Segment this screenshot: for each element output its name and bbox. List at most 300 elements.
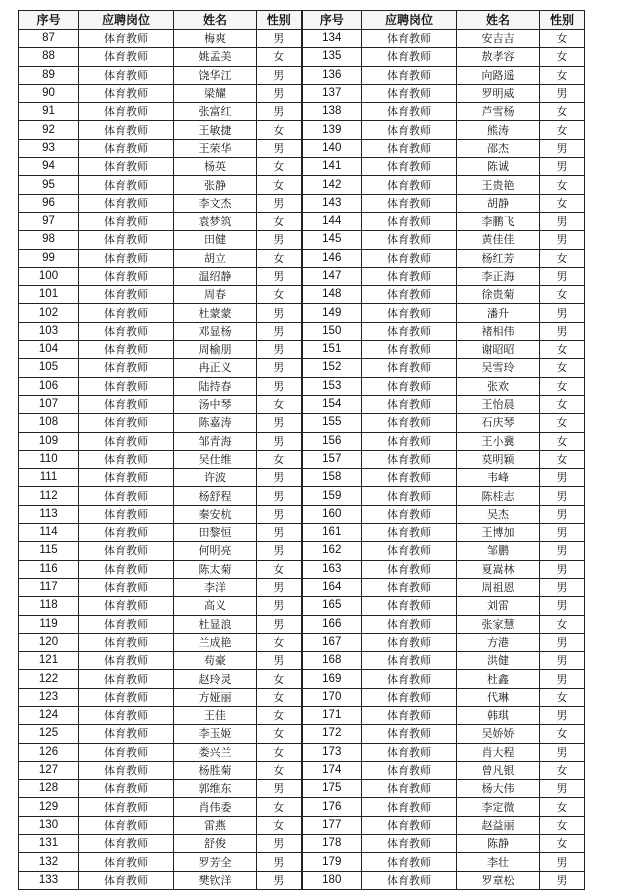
serial-cell: 152 — [302, 359, 362, 377]
gender-cell: 男 — [540, 505, 585, 523]
position-cell: 体育教师 — [79, 578, 174, 596]
position-cell: 体育教师 — [362, 688, 457, 706]
position-cell: 体育教师 — [362, 652, 457, 670]
serial-cell: 98 — [19, 231, 79, 249]
name-cell: 许波 — [174, 469, 257, 487]
position-cell: 体育教师 — [79, 48, 174, 66]
name-cell: 赵益丽 — [457, 816, 540, 834]
position-cell: 体育教师 — [362, 231, 457, 249]
gender-cell: 女 — [257, 286, 302, 304]
header-name-right: 姓名 — [457, 11, 540, 30]
name-cell: 田黎恒 — [174, 524, 257, 542]
serial-cell: 173 — [302, 743, 362, 761]
serial-cell: 109 — [19, 432, 79, 450]
table-row — [19, 487, 585, 505]
gender-cell: 女 — [540, 377, 585, 395]
name-cell: 代琳 — [457, 688, 540, 706]
position-cell: 体育教师 — [362, 121, 457, 139]
gender-cell: 女 — [540, 835, 585, 853]
gender-cell: 男 — [257, 835, 302, 853]
table-row — [19, 450, 585, 468]
position-cell: 体育教师 — [79, 121, 174, 139]
table-row — [19, 780, 585, 798]
table-header-row — [19, 11, 585, 30]
gender-cell: 男 — [257, 414, 302, 432]
candidate-table — [18, 10, 585, 890]
name-cell: 向路遥 — [457, 66, 540, 84]
gender-cell: 男 — [257, 469, 302, 487]
position-cell: 体育教师 — [362, 487, 457, 505]
position-cell: 体育教师 — [362, 341, 457, 359]
position-cell: 体育教师 — [79, 652, 174, 670]
gender-cell: 男 — [540, 578, 585, 596]
serial-cell: 151 — [302, 341, 362, 359]
name-cell: 高义 — [174, 597, 257, 615]
gender-cell: 男 — [540, 780, 585, 798]
position-cell: 体育教师 — [362, 633, 457, 651]
name-cell: 梁耀 — [174, 84, 257, 102]
serial-cell: 113 — [19, 505, 79, 523]
position-cell: 体育教师 — [79, 139, 174, 157]
candidate-list-sheet — [18, 10, 584, 887]
position-cell: 体育教师 — [79, 84, 174, 102]
position-cell: 体育教师 — [362, 835, 457, 853]
gender-cell: 男 — [540, 487, 585, 505]
gender-cell: 男 — [257, 341, 302, 359]
name-cell: 肖伟委 — [174, 798, 257, 816]
gender-cell: 男 — [257, 505, 302, 523]
position-cell: 体育教师 — [362, 524, 457, 542]
table-row — [19, 322, 585, 340]
position-cell: 体育教师 — [362, 249, 457, 267]
serial-cell: 142 — [302, 176, 362, 194]
serial-cell: 159 — [302, 487, 362, 505]
name-cell: 姚孟美 — [174, 48, 257, 66]
serial-cell: 114 — [19, 524, 79, 542]
position-cell: 体育教师 — [362, 84, 457, 102]
gender-cell: 女 — [257, 450, 302, 468]
name-cell: 王敏捷 — [174, 121, 257, 139]
position-cell: 体育教师 — [362, 377, 457, 395]
name-cell: 雷燕 — [174, 816, 257, 834]
name-cell: 王佳 — [174, 706, 257, 724]
position-cell: 体育教师 — [362, 66, 457, 84]
position-cell: 体育教师 — [362, 560, 457, 578]
serial-cell: 112 — [19, 487, 79, 505]
position-cell: 体育教师 — [362, 743, 457, 761]
name-cell: 杜蒙蒙 — [174, 304, 257, 322]
position-cell: 体育教师 — [362, 267, 457, 285]
gender-cell: 女 — [540, 286, 585, 304]
name-cell: 张家慧 — [457, 615, 540, 633]
position-cell: 体育教师 — [79, 633, 174, 651]
position-cell: 体育教师 — [362, 432, 457, 450]
gender-cell: 女 — [540, 103, 585, 121]
gender-cell: 男 — [257, 871, 302, 889]
name-cell: 李正海 — [457, 267, 540, 285]
position-cell: 体育教师 — [79, 341, 174, 359]
header-position-right: 应聘岗位 — [362, 11, 457, 30]
position-cell: 体育教师 — [362, 798, 457, 816]
gender-cell: 女 — [257, 633, 302, 651]
position-cell: 体育教师 — [362, 176, 457, 194]
position-cell: 体育教师 — [79, 249, 174, 267]
name-cell: 苟豪 — [174, 652, 257, 670]
position-cell: 体育教师 — [362, 414, 457, 432]
serial-cell: 108 — [19, 414, 79, 432]
table-row — [19, 578, 585, 596]
serial-cell: 117 — [19, 578, 79, 596]
gender-cell: 男 — [540, 706, 585, 724]
gender-cell: 女 — [540, 798, 585, 816]
table-row — [19, 304, 585, 322]
gender-cell: 女 — [257, 688, 302, 706]
position-cell: 体育教师 — [79, 322, 174, 340]
name-cell: 汤中琴 — [174, 395, 257, 413]
name-cell: 舒俊 — [174, 835, 257, 853]
gender-cell: 男 — [540, 304, 585, 322]
table-row — [19, 542, 585, 560]
name-cell: 刘雷 — [457, 597, 540, 615]
serial-cell: 87 — [19, 30, 79, 48]
serial-cell: 107 — [19, 395, 79, 413]
name-cell: 徐贵菊 — [457, 286, 540, 304]
serial-cell: 136 — [302, 66, 362, 84]
gender-cell: 男 — [257, 853, 302, 871]
name-cell: 罗芳全 — [174, 853, 257, 871]
gender-cell: 男 — [257, 84, 302, 102]
name-cell: 李玉姬 — [174, 725, 257, 743]
position-cell: 体育教师 — [79, 176, 174, 194]
table-row — [19, 615, 585, 633]
name-cell: 李鹏飞 — [457, 212, 540, 230]
serial-cell: 170 — [302, 688, 362, 706]
position-cell: 体育教师 — [362, 30, 457, 48]
gender-cell: 男 — [540, 322, 585, 340]
serial-cell: 139 — [302, 121, 362, 139]
serial-cell: 166 — [302, 615, 362, 633]
position-cell: 体育教师 — [362, 469, 457, 487]
serial-cell: 115 — [19, 542, 79, 560]
gender-cell: 女 — [257, 670, 302, 688]
table-row — [19, 194, 585, 212]
name-cell: 方港 — [457, 633, 540, 651]
position-cell: 体育教师 — [362, 780, 457, 798]
table-row — [19, 121, 585, 139]
serial-cell: 129 — [19, 798, 79, 816]
serial-cell: 138 — [302, 103, 362, 121]
serial-cell: 133 — [19, 871, 79, 889]
gender-cell: 女 — [540, 395, 585, 413]
serial-cell: 91 — [19, 103, 79, 121]
position-cell: 体育教师 — [79, 304, 174, 322]
table-row — [19, 377, 585, 395]
name-cell: 田健 — [174, 231, 257, 249]
position-cell: 体育教师 — [79, 432, 174, 450]
serial-cell: 155 — [302, 414, 362, 432]
position-cell: 体育教师 — [79, 286, 174, 304]
gender-cell: 女 — [540, 450, 585, 468]
name-cell: 褚相伟 — [457, 322, 540, 340]
gender-cell: 女 — [540, 30, 585, 48]
gender-cell: 女 — [257, 158, 302, 176]
gender-cell: 男 — [540, 524, 585, 542]
gender-cell: 男 — [257, 103, 302, 121]
name-cell: 陈嘉涛 — [174, 414, 257, 432]
table-row — [19, 341, 585, 359]
name-cell: 樊钦洋 — [174, 871, 257, 889]
gender-cell: 女 — [257, 743, 302, 761]
serial-cell: 93 — [19, 139, 79, 157]
position-cell: 体育教师 — [79, 450, 174, 468]
table-row — [19, 652, 585, 670]
gender-cell: 男 — [540, 139, 585, 157]
name-cell: 王博加 — [457, 524, 540, 542]
gender-cell: 女 — [257, 176, 302, 194]
serial-cell: 128 — [19, 780, 79, 798]
gender-cell: 男 — [540, 670, 585, 688]
position-cell: 体育教师 — [362, 761, 457, 779]
name-cell: 吴仕维 — [174, 450, 257, 468]
name-cell: 周榆朋 — [174, 341, 257, 359]
gender-cell: 男 — [540, 597, 585, 615]
serial-cell: 162 — [302, 542, 362, 560]
name-cell: 郭维东 — [174, 780, 257, 798]
position-cell: 体育教师 — [79, 194, 174, 212]
position-cell: 体育教师 — [79, 688, 174, 706]
serial-cell: 140 — [302, 139, 362, 157]
gender-cell: 男 — [257, 597, 302, 615]
serial-cell: 90 — [19, 84, 79, 102]
serial-cell: 120 — [19, 633, 79, 651]
serial-cell: 101 — [19, 286, 79, 304]
name-cell: 潘升 — [457, 304, 540, 322]
name-cell: 邹鹏 — [457, 542, 540, 560]
table-row — [19, 249, 585, 267]
name-cell: 周祖恩 — [457, 578, 540, 596]
name-cell: 韦峰 — [457, 469, 540, 487]
serial-cell: 99 — [19, 249, 79, 267]
position-cell: 体育教师 — [362, 578, 457, 596]
position-cell: 体育教师 — [79, 212, 174, 230]
table-row — [19, 835, 585, 853]
gender-cell: 男 — [257, 66, 302, 84]
name-cell: 杨大伟 — [457, 780, 540, 798]
name-cell: 吴雪玲 — [457, 359, 540, 377]
serial-cell: 126 — [19, 743, 79, 761]
header-gender-left: 性别 — [257, 11, 302, 30]
name-cell: 王贵艳 — [457, 176, 540, 194]
gender-cell: 男 — [540, 267, 585, 285]
gender-cell: 男 — [540, 212, 585, 230]
serial-cell: 92 — [19, 121, 79, 139]
gender-cell: 女 — [540, 761, 585, 779]
header-gender-right: 性别 — [540, 11, 585, 30]
position-cell: 体育教师 — [362, 542, 457, 560]
position-cell: 体育教师 — [362, 286, 457, 304]
name-cell: 胡立 — [174, 249, 257, 267]
position-cell: 体育教师 — [79, 615, 174, 633]
gender-cell: 女 — [540, 414, 585, 432]
name-cell: 谢昭昭 — [457, 341, 540, 359]
name-cell: 熊涛 — [457, 121, 540, 139]
position-cell: 体育教师 — [79, 158, 174, 176]
serial-cell: 88 — [19, 48, 79, 66]
gender-cell: 女 — [540, 688, 585, 706]
table-row — [19, 816, 585, 834]
name-cell: 邵杰 — [457, 139, 540, 157]
name-cell: 洪健 — [457, 652, 540, 670]
table-row — [19, 414, 585, 432]
serial-cell: 145 — [302, 231, 362, 249]
serial-cell: 161 — [302, 524, 362, 542]
name-cell: 肖大程 — [457, 743, 540, 761]
table-row — [19, 597, 585, 615]
table-row — [19, 524, 585, 542]
serial-cell: 144 — [302, 212, 362, 230]
position-cell: 体育教师 — [362, 505, 457, 523]
position-cell: 体育教师 — [79, 798, 174, 816]
serial-cell: 157 — [302, 450, 362, 468]
name-cell: 罗章松 — [457, 871, 540, 889]
name-cell: 秦安杭 — [174, 505, 257, 523]
name-cell: 杨胜菊 — [174, 761, 257, 779]
serial-cell: 119 — [19, 615, 79, 633]
serial-cell: 137 — [302, 84, 362, 102]
gender-cell: 女 — [540, 176, 585, 194]
table-row — [19, 469, 585, 487]
name-cell: 陈桂志 — [457, 487, 540, 505]
name-cell: 李壮 — [457, 853, 540, 871]
serial-cell: 100 — [19, 267, 79, 285]
serial-cell: 103 — [19, 322, 79, 340]
gender-cell: 女 — [257, 560, 302, 578]
position-cell: 体育教师 — [79, 414, 174, 432]
serial-cell: 130 — [19, 816, 79, 834]
position-cell: 体育教师 — [362, 322, 457, 340]
table-row — [19, 633, 585, 651]
table-row — [19, 871, 585, 889]
table-row — [19, 395, 585, 413]
position-cell: 体育教师 — [79, 743, 174, 761]
gender-cell: 男 — [540, 560, 585, 578]
name-cell: 吴娇娇 — [457, 725, 540, 743]
gender-cell: 男 — [257, 267, 302, 285]
table-row — [19, 103, 585, 121]
name-cell: 兰成艳 — [174, 633, 257, 651]
table-row — [19, 212, 585, 230]
header-serial-left: 序号 — [19, 11, 79, 30]
position-cell: 体育教师 — [79, 66, 174, 84]
gender-cell: 男 — [540, 652, 585, 670]
position-cell: 体育教师 — [79, 780, 174, 798]
serial-cell: 164 — [302, 578, 362, 596]
serial-cell: 132 — [19, 853, 79, 871]
name-cell: 李定微 — [457, 798, 540, 816]
name-cell: 王怡晨 — [457, 395, 540, 413]
serial-cell: 122 — [19, 670, 79, 688]
serial-cell: 148 — [302, 286, 362, 304]
position-cell: 体育教师 — [362, 597, 457, 615]
serial-cell: 96 — [19, 194, 79, 212]
position-cell: 体育教师 — [79, 871, 174, 889]
gender-cell: 女 — [257, 725, 302, 743]
table-row — [19, 286, 585, 304]
serial-cell: 94 — [19, 158, 79, 176]
name-cell: 李洋 — [174, 578, 257, 596]
position-cell: 体育教师 — [362, 359, 457, 377]
name-cell: 莫明颖 — [457, 450, 540, 468]
serial-cell: 167 — [302, 633, 362, 651]
name-cell: 王荣华 — [174, 139, 257, 157]
name-cell: 陈静 — [457, 835, 540, 853]
position-cell: 体育教师 — [362, 615, 457, 633]
table-row — [19, 359, 585, 377]
gender-cell: 男 — [540, 84, 585, 102]
gender-cell: 男 — [540, 853, 585, 871]
gender-cell: 女 — [540, 615, 585, 633]
name-cell: 夏嵩林 — [457, 560, 540, 578]
serial-cell: 175 — [302, 780, 362, 798]
serial-cell: 165 — [302, 597, 362, 615]
header-serial-right: 序号 — [302, 11, 362, 30]
serial-cell: 156 — [302, 432, 362, 450]
table-row — [19, 267, 585, 285]
gender-cell: 女 — [257, 761, 302, 779]
gender-cell: 男 — [257, 432, 302, 450]
name-cell: 李文杰 — [174, 194, 257, 212]
table-row — [19, 688, 585, 706]
table-row — [19, 176, 585, 194]
gender-cell: 男 — [540, 158, 585, 176]
position-cell: 体育教师 — [362, 853, 457, 871]
name-cell: 敖孝容 — [457, 48, 540, 66]
name-cell: 温绍静 — [174, 267, 257, 285]
name-cell: 陆持春 — [174, 377, 257, 395]
name-cell: 韩琪 — [457, 706, 540, 724]
table-row — [19, 761, 585, 779]
serial-cell: 177 — [302, 816, 362, 834]
table-row — [19, 853, 585, 871]
gender-cell: 男 — [257, 359, 302, 377]
name-cell: 梅爽 — [174, 30, 257, 48]
table-row — [19, 432, 585, 450]
gender-cell: 男 — [257, 578, 302, 596]
gender-cell: 男 — [540, 633, 585, 651]
serial-cell: 179 — [302, 853, 362, 871]
position-cell: 体育教师 — [79, 835, 174, 853]
serial-cell: 131 — [19, 835, 79, 853]
gender-cell: 男 — [257, 487, 302, 505]
position-cell: 体育教师 — [362, 103, 457, 121]
name-cell: 黄佳佳 — [457, 231, 540, 249]
name-cell: 邓显杨 — [174, 322, 257, 340]
position-cell: 体育教师 — [79, 542, 174, 560]
serial-cell: 105 — [19, 359, 79, 377]
gender-cell: 男 — [257, 139, 302, 157]
gender-cell: 女 — [540, 816, 585, 834]
gender-cell: 女 — [257, 121, 302, 139]
name-cell: 杜显浪 — [174, 615, 257, 633]
table-row — [19, 560, 585, 578]
gender-cell: 女 — [257, 249, 302, 267]
gender-cell: 男 — [257, 652, 302, 670]
gender-cell: 男 — [540, 542, 585, 560]
serial-cell: 153 — [302, 377, 362, 395]
serial-cell: 118 — [19, 597, 79, 615]
name-cell: 陈诚 — [457, 158, 540, 176]
table-row — [19, 84, 585, 102]
